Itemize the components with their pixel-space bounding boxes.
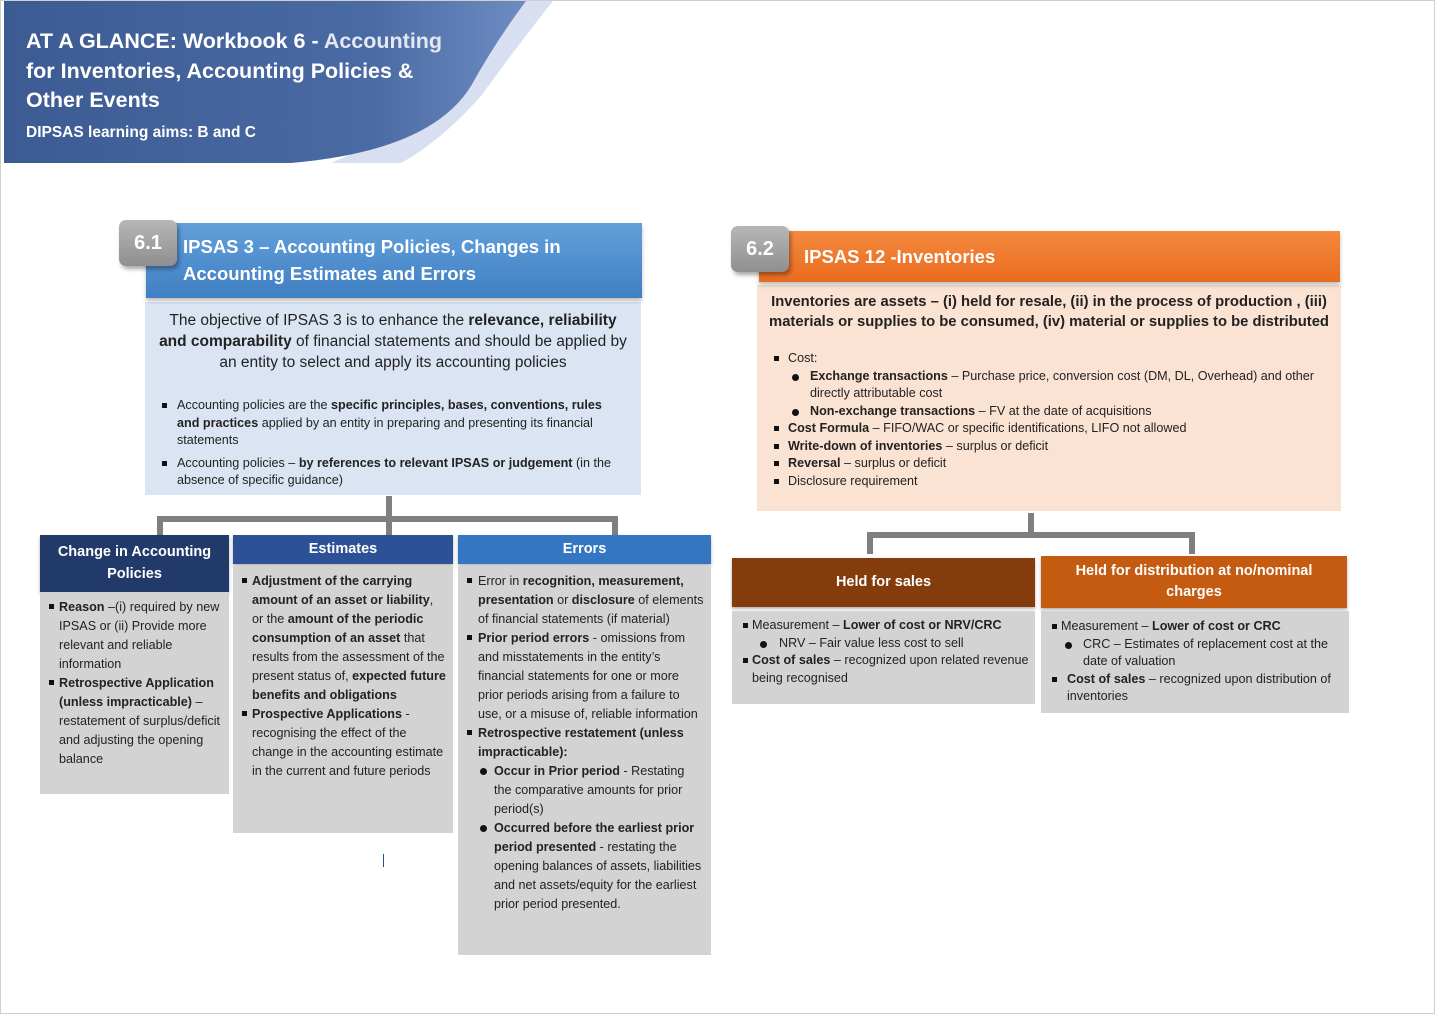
dist-header-line2: charges bbox=[1166, 584, 1222, 600]
section-62-details-box bbox=[757, 285, 1341, 511]
item-bold: expected future benefits and obligations bbox=[252, 669, 446, 702]
item-bold: recognition, measurement, presentation bbox=[478, 574, 684, 607]
sub-list-item bbox=[790, 368, 1331, 403]
errors-header: Errors bbox=[458, 535, 711, 564]
objective-text bbox=[157, 310, 629, 373]
held-for-sales-box bbox=[732, 611, 1035, 704]
connector-drop bbox=[867, 532, 873, 554]
item-text: –(i) required by new IPSAS or (ii) Provide more relevant and reliable information bbox=[59, 600, 220, 671]
bullet-bold: specific principles, bases, conventions, rules and practices bbox=[177, 398, 602, 430]
list-item bbox=[46, 674, 223, 769]
item-bold: disclosure bbox=[571, 593, 635, 607]
item-text: - restating the opening balances of assets, liabilities and net assets/equity for the earliest prior period presented. bbox=[494, 840, 702, 911]
connector-drop bbox=[157, 516, 163, 536]
item-text: or bbox=[553, 593, 572, 607]
item-bold: Reason bbox=[59, 600, 105, 614]
section-62-header bbox=[759, 231, 1340, 282]
sub-list-item bbox=[758, 635, 1029, 653]
connector-drop bbox=[386, 516, 392, 536]
list-item bbox=[1049, 671, 1341, 706]
item-text: – restatement of surplus/deficit and adjusting the opening balance bbox=[59, 695, 220, 766]
item-text: – recognized upon related revenue being recognised bbox=[752, 653, 1029, 685]
objective-bold: relevance, reliability and comparability bbox=[159, 312, 617, 350]
section-62-number: 6.2 bbox=[731, 226, 789, 272]
sub-list-item bbox=[790, 403, 1331, 421]
list-item bbox=[1049, 618, 1341, 671]
item-bold: Cost Formula bbox=[788, 421, 870, 435]
item-text: Error in bbox=[478, 574, 523, 588]
item-bold: Lower of cost or NRV/CRC bbox=[843, 618, 1002, 632]
bullet-text: applied by an entity in preparing and presenting its financial statements bbox=[177, 415, 593, 447]
list-item bbox=[46, 598, 223, 674]
title-main: AT A GLANCE: Workbook 6 - bbox=[26, 29, 324, 53]
item-text: of elements of financial statements (if material) bbox=[478, 593, 704, 626]
inventories-list bbox=[767, 350, 1331, 490]
policy-bullet bbox=[159, 455, 625, 490]
errors-box bbox=[458, 566, 711, 955]
item-bold: Write-down of inventories bbox=[788, 438, 943, 453]
list-item bbox=[239, 572, 447, 705]
item-bold: Retrospective Application (unless impracticable) bbox=[59, 676, 214, 709]
held-for-sales-list bbox=[740, 617, 1029, 687]
change-policies-list bbox=[46, 598, 223, 769]
held-for-sales-header: Held for sales bbox=[732, 558, 1035, 607]
bullet-text: (in the absence of specific guidance) bbox=[177, 455, 611, 487]
item-bold: Occur in Prior period bbox=[494, 764, 620, 778]
item-bold: Prospective Applications bbox=[252, 707, 402, 721]
section-61-header bbox=[146, 223, 642, 298]
held-for-sales-sublist bbox=[758, 635, 1029, 653]
item-text: – FV at the date of acquisitions bbox=[975, 403, 1152, 418]
change-header-line2: Policies bbox=[107, 565, 162, 582]
held-for-distribution-header bbox=[1041, 556, 1347, 608]
item-text: – surplus or deficit bbox=[942, 438, 1049, 453]
held-for-distribution-sublist bbox=[1063, 636, 1341, 671]
errors-sublist bbox=[478, 762, 705, 914]
section-61-title-line2: Accounting Estimates and Errors bbox=[183, 263, 476, 284]
page-title bbox=[26, 27, 466, 116]
item-text: – recognized upon distribution of inventories bbox=[1067, 671, 1331, 703]
item-text: Measurement – bbox=[1061, 619, 1152, 633]
section-62-title: IPSAS 12 -Inventories bbox=[804, 246, 996, 267]
list-item bbox=[740, 617, 1029, 652]
sub-list-item bbox=[1063, 636, 1341, 671]
title-highlight: Accounting bbox=[323, 29, 443, 53]
list-item bbox=[464, 629, 705, 724]
cost-label: Cost: bbox=[788, 351, 818, 365]
text-cursor bbox=[383, 854, 384, 867]
header-banner bbox=[26, 27, 466, 142]
change-header-line1: Change in Accounting bbox=[57, 544, 212, 560]
held-for-distribution-box bbox=[1041, 611, 1349, 713]
change-policies-header bbox=[40, 535, 229, 592]
bullet-text: Accounting policies are the bbox=[177, 398, 332, 412]
item-text: – FIFO/WAC or specific identifications, LIFO not allowed bbox=[869, 421, 1187, 435]
item-bold: Reversal bbox=[788, 456, 841, 470]
list-item bbox=[464, 724, 705, 914]
estimates-box bbox=[233, 566, 453, 833]
policy-bullet bbox=[159, 397, 625, 450]
bullet-bold: by references to relevant IPSAS or judgement bbox=[298, 455, 573, 470]
title-line3: Other Events bbox=[26, 88, 160, 112]
list-item bbox=[740, 652, 1029, 687]
held-for-distribution-list bbox=[1049, 618, 1341, 706]
item-text: , or the bbox=[252, 593, 434, 626]
errors-list bbox=[464, 572, 705, 914]
item-bold: Retrospective restatement (unless impracticable): bbox=[478, 726, 684, 759]
item-bold: Exchange transactions bbox=[810, 368, 948, 383]
section-61-objective-box bbox=[145, 302, 641, 495]
cost-sublist bbox=[790, 368, 1331, 421]
inventories-definition: Inventories are assets – (i) held for resale, (ii) in the process of production , (iii) materials or supplies to be consumed, (iv) material or supplies to be distributed bbox=[769, 294, 1329, 330]
item-bold: Non-exchange transactions bbox=[810, 403, 976, 418]
item-bold: amount of the periodic consumption of an asset bbox=[252, 612, 424, 645]
list-item bbox=[771, 473, 1331, 491]
item-bold: Lower of cost or CRC bbox=[1152, 619, 1281, 633]
section-61-title-line1: IPSAS 3 – Accounting Policies, Changes in bbox=[183, 236, 561, 257]
item-text: - omissions from and misstatements in the entity’s financial statements for one or more prior periods arising from a failure to use, or a misuse of, reliable information bbox=[478, 631, 698, 721]
item-text: that results from the assessment of the present status of, bbox=[252, 631, 445, 683]
title-line2: for Inventories, Accounting Policies & bbox=[26, 58, 414, 83]
item-text: - recognising the effect of the change in the accounting estimate in the current and future periods bbox=[252, 707, 444, 778]
item-bold: Cost of sales bbox=[1067, 671, 1146, 686]
list-item bbox=[771, 455, 1331, 473]
item-text: CRC – Estimates of replacement cost at the date of valuation bbox=[1083, 636, 1328, 668]
dist-header-line1: Held for distribution at no/nominal bbox=[1075, 562, 1313, 579]
item-text: – surplus or deficit bbox=[840, 456, 947, 470]
item-bold: Adjustment of the carrying amount of an asset or liability bbox=[252, 574, 430, 607]
sub-list-item bbox=[478, 762, 705, 819]
estimates-list bbox=[239, 572, 447, 781]
bullet-text: Accounting policies – bbox=[177, 455, 299, 470]
list-item bbox=[771, 420, 1331, 438]
list-item bbox=[464, 572, 705, 629]
item-bold: Cost of sales bbox=[752, 653, 831, 667]
item-bold: Prior period errors bbox=[478, 631, 590, 645]
item-bold: Occurred before the earliest prior period presented bbox=[494, 821, 695, 854]
list-item bbox=[771, 350, 1331, 420]
list-item bbox=[239, 705, 447, 781]
connector-horizontal bbox=[867, 532, 1195, 538]
item-text: Measurement – bbox=[752, 618, 843, 632]
estimates-header: Estimates bbox=[233, 535, 453, 564]
item-text: - Restating the comparative amounts for prior period(s) bbox=[494, 764, 685, 816]
objective-part1: The objective of IPSAS 3 is to enhance the bbox=[169, 312, 469, 329]
policy-bullets bbox=[157, 397, 629, 490]
section-61-number: 6.1 bbox=[119, 220, 177, 266]
connector-drop bbox=[612, 516, 618, 536]
objective-part2: of financial statements and should be applied by an entity to select and apply its accounting policies bbox=[219, 333, 627, 371]
item-text: NRV – Fair value less cost to sell bbox=[779, 635, 964, 650]
learning-aims: DIPSAS learning aims: B and C bbox=[26, 123, 256, 141]
change-policies-box bbox=[40, 592, 229, 794]
connector-drop bbox=[1189, 532, 1195, 554]
sub-list-item bbox=[478, 819, 705, 914]
list-item bbox=[771, 438, 1331, 456]
item-text: – Purchase price, conversion cost (DM, DL, Overhead) and other directly attributable cost bbox=[810, 368, 1314, 400]
item-text: Disclosure requirement bbox=[788, 473, 918, 488]
